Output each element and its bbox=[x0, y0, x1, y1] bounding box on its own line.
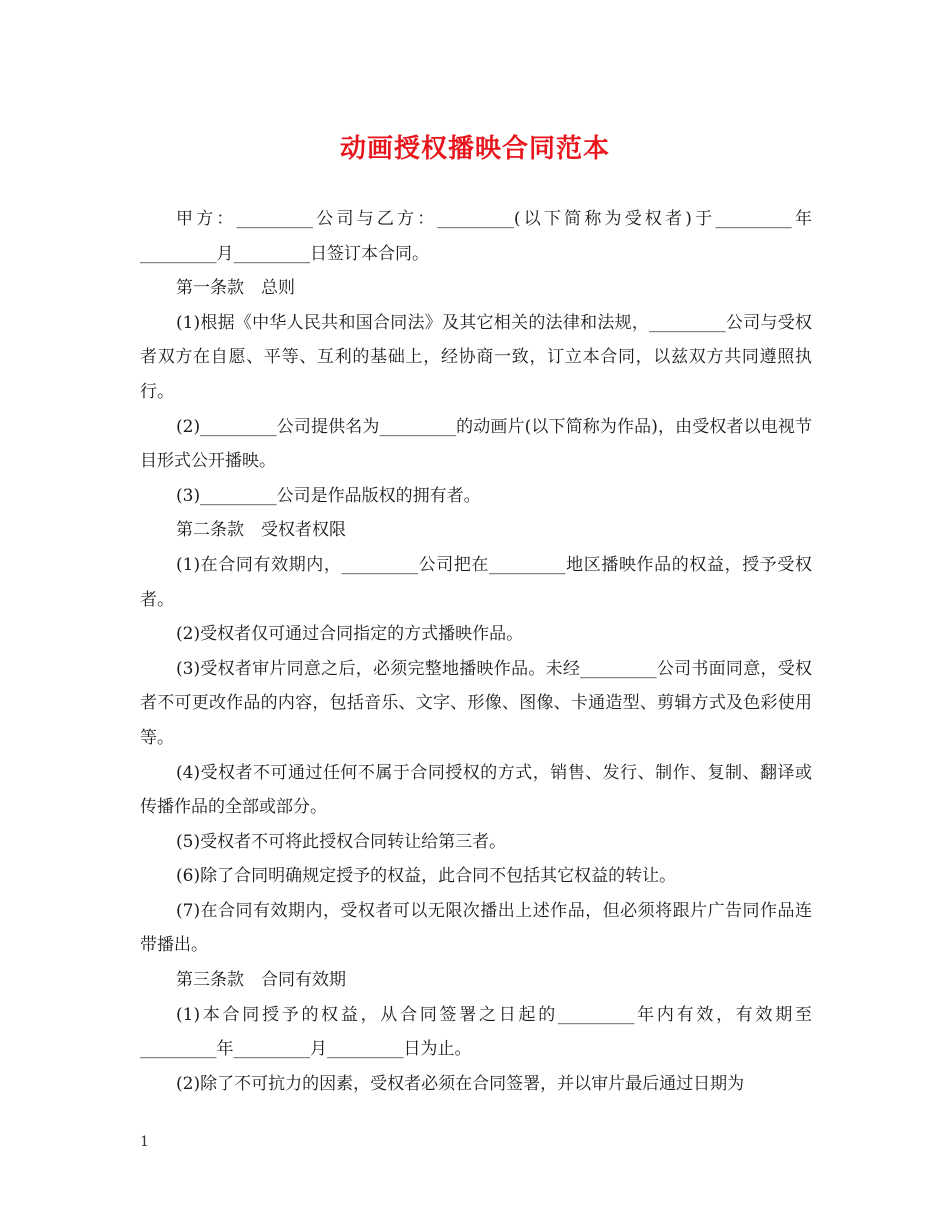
paragraph-2-6: (6)除了合同明确规定授予的权益，此合同不包括其它权益的转让。 bbox=[176, 866, 677, 887]
document-title: 动画授权播映合同范本 bbox=[339, 134, 610, 164]
paragraph-2-3: (3)受权者审片同意之后，必须完整地播映作品。未经_________公司书面同意，受权者不可更改作品的内容，包括音乐、文字、形像、图像、卡通造型、剪辑方式及色彩使用等。 bbox=[140, 658, 812, 748]
paragraph-3-1: (1)本合同授予的权益，从合同签署之日起的_________年内有效，有效期至_________年_________月_________日为止。 bbox=[140, 1004, 812, 1060]
section-heading-2: 第二条款 受权者权限 bbox=[176, 520, 346, 541]
paragraph-1-2: (2)_________公司提供名为_________的动画片(以下简称为作品)，由受权者以电视节目形式公开播映。 bbox=[140, 416, 812, 472]
paragraph-1-3: (3)_________公司是作品版权的拥有者。 bbox=[176, 485, 481, 506]
paragraph-2-7: (7)在合同有效期内，受权者可以无限次播出上述作品，但必须将跟片广告同作品连带播出。 bbox=[140, 900, 812, 956]
paragraph-3-2: (2)除了不可抗力的因素，受权者必须在合同签署，并以审片最后通过日期为 bbox=[176, 1073, 745, 1094]
paragraph-parties: 甲方：_________公司与乙方：_________(以下简称为受权者)于_________年_________月_________日签订本合同。 bbox=[140, 209, 812, 264]
paragraph-2-1: (1)在合同有效期内，_________公司把在_________地区播映作品的权益，授予受权者。 bbox=[140, 554, 812, 610]
paragraph-2-5: (5)受权者不可将此授权合同转让给第三者。 bbox=[176, 831, 507, 852]
page-number: 1 bbox=[140, 1134, 149, 1150]
document-body bbox=[140, 202, 812, 1101]
section-heading-1: 第一条款 总则 bbox=[176, 278, 295, 299]
paragraph-2-4: (4)受权者不可通过任何不属于合同授权的方式，销售、发行、制作、复制、翻译或传播作品的全部或部分。 bbox=[140, 762, 812, 818]
paragraph-1-1: (1)根据《中华人民共和国合同法》及其它相关的法律和法规，_________公司与受权者双方在自愿、平等、互利的基础上，经协商一致，订立本合同，以兹双方共同遵照执行。 bbox=[140, 312, 812, 402]
section-heading-3: 第三条款 合同有效期 bbox=[176, 970, 346, 991]
paragraph-2-2: (2)受权者仅可通过合同指定的方式播映作品。 bbox=[176, 624, 524, 645]
